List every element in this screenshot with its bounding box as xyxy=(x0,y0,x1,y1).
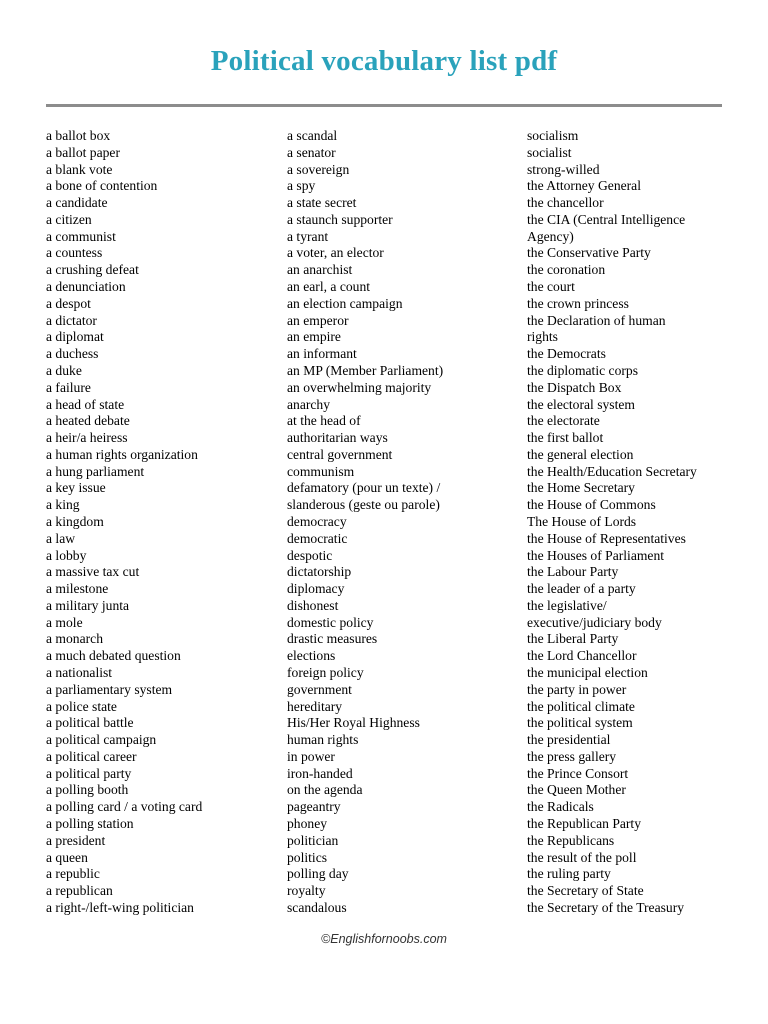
vocabulary-item: the Conservative Party xyxy=(527,245,651,261)
vocabulary-item: the CIA (Central Intelligence xyxy=(527,211,686,227)
vocabulary-item: a candidate xyxy=(46,195,108,211)
vocabulary-item: a polling station xyxy=(46,816,134,832)
vocabulary-item: a scandal xyxy=(287,128,338,143)
vocabulary-item: the first ballot xyxy=(527,430,604,446)
vocabulary-item: a nationalist xyxy=(46,665,113,680)
vocabulary-item: a key issue xyxy=(46,480,106,496)
vocabulary-item: a state secret xyxy=(287,195,357,211)
vocabulary-item: a countess xyxy=(46,245,103,261)
vocabulary-item: a much debated question xyxy=(46,648,181,664)
vocabulary-item: dishonest xyxy=(287,597,339,613)
vocabulary-item: the press gallery xyxy=(527,748,617,764)
vocabulary-item: an anarchist xyxy=(287,262,353,278)
vocabulary-item: the Republicans xyxy=(527,832,615,848)
vocabulary-item: politics xyxy=(287,849,328,865)
vocabulary-item: the party in power xyxy=(527,681,627,697)
vocabulary-item: a heated debate xyxy=(46,413,130,429)
vocabulary-item: the Queen Mother xyxy=(527,782,626,798)
vocabulary-item: the presidential xyxy=(527,732,611,748)
vocabulary-item: the electorate xyxy=(527,413,600,429)
vocabulary-item: the House of Representatives xyxy=(527,530,686,546)
vocabulary-item: a massive tax cut xyxy=(46,564,140,580)
vocabulary-item: a diplomat xyxy=(46,329,104,345)
vocabulary-item: strong-willed xyxy=(527,161,600,177)
vocabulary-item: pageantry xyxy=(287,799,341,815)
vocabulary-item: anarchy xyxy=(287,396,331,412)
vocabulary-item: the Secretary of State xyxy=(527,883,644,899)
vocabulary-item: despotic xyxy=(287,547,333,563)
vocabulary-item: foreign policy xyxy=(287,665,364,680)
vocabulary-item: central government xyxy=(287,446,393,462)
vocabulary-item: the Democrats xyxy=(527,346,606,362)
vocabulary-item: a duchess xyxy=(46,346,99,362)
vocabulary-item: The House of Lords xyxy=(527,513,637,529)
vocabulary-item: a political career xyxy=(46,748,137,764)
vocabulary-item: socialist xyxy=(527,144,572,160)
divider-line xyxy=(46,104,722,107)
vocabulary-item: a bone of contention xyxy=(46,178,158,194)
vocabulary-item: a military junta xyxy=(46,597,130,613)
vocabulary-item: the House of Commons xyxy=(527,497,656,513)
vocabulary-item: a republic xyxy=(46,866,100,882)
vocabulary-item: the Prince Consort xyxy=(527,765,629,781)
vocabulary-item: a crushing defeat xyxy=(46,262,139,278)
vocabulary-item: in power xyxy=(287,748,335,764)
vocabulary-item: His/Her Royal Highness xyxy=(287,715,420,731)
vocabulary-item: elections xyxy=(287,648,336,664)
vocabulary-item: a mole xyxy=(46,614,83,630)
vocabulary-item: a political campaign xyxy=(46,732,157,748)
vocabulary-item: the Attorney General xyxy=(527,178,641,194)
vocabulary-item: a right-/left-wing politician xyxy=(46,899,194,915)
vocabulary-item: a despot xyxy=(46,295,91,311)
vocabulary-item: the chancellor xyxy=(527,195,604,211)
vocabulary-item: the ruling party xyxy=(527,866,611,882)
vocabulary-item: an MP (Member Parliament) xyxy=(287,362,444,378)
vocabulary-item: the general election xyxy=(527,446,634,462)
vocabulary-item: at the head of xyxy=(287,413,361,429)
vocabulary-item: a human rights organization xyxy=(46,446,198,462)
vocabulary-item: a lobby xyxy=(46,547,87,563)
vocabulary-item: the electoral system xyxy=(527,396,635,412)
vocabulary-item: Agency) xyxy=(527,228,574,244)
vocabulary-item: a milestone xyxy=(46,581,109,597)
vocabulary-item: a kingdom xyxy=(46,513,104,529)
vocabulary-item: the municipal election xyxy=(527,665,648,680)
vocabulary-item: a heir/a heiress xyxy=(46,430,128,446)
vocabulary-item: the crown princess xyxy=(527,295,629,311)
vocabulary-item: a ballot box xyxy=(46,128,111,143)
vocabulary-item: the leader of a party xyxy=(527,581,636,597)
vocabulary-item: an overwhelming majority xyxy=(287,379,432,395)
vocabulary-item: a communist xyxy=(46,228,116,244)
vocabulary-item: drastic measures xyxy=(287,631,378,647)
vocabulary-item: human rights xyxy=(287,732,359,748)
vocabulary-item: slanderous (geste ou parole) xyxy=(287,497,440,513)
vocabulary-item: iron-handed xyxy=(287,765,353,781)
vocabulary-item: the Home Secretary xyxy=(527,480,635,496)
vocabulary-item: a law xyxy=(46,530,76,546)
vocabulary-column-3 xyxy=(527,128,697,917)
vocabulary-item: a staunch supporter xyxy=(287,211,393,227)
vocabulary-item: a ballot paper xyxy=(46,144,120,160)
vocabulary-item: an earl, a count xyxy=(287,279,371,295)
vocabulary-item: dictatorship xyxy=(287,564,352,580)
vocabulary-item: executive/judiciary body xyxy=(527,614,662,630)
vocabulary-item: the Declaration of human xyxy=(527,312,666,328)
vocabulary-column-2 xyxy=(287,128,443,917)
vocabulary-item: a queen xyxy=(46,849,88,865)
vocabulary-item: a political battle xyxy=(46,715,134,731)
vocabulary-item: a head of state xyxy=(46,396,125,412)
footer-credit: ©Englishfornoobs.com xyxy=(321,932,447,946)
vocabulary-item: the Dispatch Box xyxy=(527,379,622,395)
vocabulary-item: phoney xyxy=(287,816,328,832)
vocabulary-item: the Health/Education Secretary xyxy=(527,463,697,479)
vocabulary-item: democratic xyxy=(287,530,348,546)
vocabulary-item: government xyxy=(287,681,352,697)
vocabulary-item: the political climate xyxy=(527,698,635,714)
vocabulary-item: an emperor xyxy=(287,312,349,328)
vocabulary-item: diplomacy xyxy=(287,581,345,597)
vocabulary-item: the diplomatic corps xyxy=(527,362,638,378)
vocabulary-item: rights xyxy=(527,329,558,345)
vocabulary-item: a senator xyxy=(287,144,336,160)
vocabulary-item: the court xyxy=(527,279,575,295)
vocabulary-item: the result of the poll xyxy=(527,849,637,865)
vocabulary-item: a hung parliament xyxy=(46,463,145,479)
vocabulary-item: the Radicals xyxy=(527,799,594,815)
vocabulary-item: a republican xyxy=(46,883,113,899)
vocabulary-item: authoritarian ways xyxy=(287,430,388,446)
vocabulary-column-1 xyxy=(46,128,202,917)
vocabulary-item: democracy xyxy=(287,513,347,529)
vocabulary-item: a dictator xyxy=(46,312,97,328)
vocabulary-item: a voter, an elector xyxy=(287,245,384,261)
vocabulary-item: a tyrant xyxy=(287,228,329,244)
vocabulary-item: a parliamentary system xyxy=(46,681,173,697)
vocabulary-item: the Liberal Party xyxy=(527,631,619,647)
vocabulary-item: a blank vote xyxy=(46,161,113,177)
vocabulary-item: politician xyxy=(287,832,339,848)
vocabulary-item: the Republican Party xyxy=(527,816,642,832)
vocabulary-item: the Lord Chancellor xyxy=(527,648,637,664)
page-title: Political vocabulary list pdf xyxy=(210,45,558,77)
vocabulary-item: domestic policy xyxy=(287,614,374,630)
vocabulary-item: a polling booth xyxy=(46,782,129,798)
vocabulary-item: defamatory (pour un texte) / xyxy=(287,480,441,496)
vocabulary-item: a king xyxy=(46,497,80,513)
vocabulary-item: a spy xyxy=(287,178,316,194)
vocabulary-item: a president xyxy=(46,832,106,848)
vocabulary-item: socialism xyxy=(527,128,579,143)
vocabulary-item: an empire xyxy=(287,329,341,345)
vocabulary-item: a police state xyxy=(46,698,117,714)
vocabulary-item: a monarch xyxy=(46,631,103,647)
vocabulary-item: a citizen xyxy=(46,211,92,227)
vocabulary-item: the Houses of Parliament xyxy=(527,547,665,563)
vocabulary-item: a polling card / a voting card xyxy=(46,799,203,815)
vocabulary-item: the Labour Party xyxy=(527,564,619,580)
vocabulary-item: an informant xyxy=(287,346,357,362)
vocabulary-item: royalty xyxy=(287,883,326,899)
vocabulary-item: a denunciation xyxy=(46,279,126,295)
vocabulary-item: polling day xyxy=(287,866,349,882)
vocabulary-item: a political party xyxy=(46,765,132,781)
vocabulary-item: a duke xyxy=(46,362,82,378)
vocabulary-item: the legislative/ xyxy=(527,597,607,613)
vocabulary-item: communism xyxy=(287,463,355,479)
vocabulary-item: hereditary xyxy=(287,698,343,714)
vocabulary-item: scandalous xyxy=(287,899,347,915)
vocabulary-item: on the agenda xyxy=(287,782,363,798)
vocabulary-item: a failure xyxy=(46,379,91,395)
vocabulary-item: an election campaign xyxy=(287,295,403,311)
vocabulary-item: the coronation xyxy=(527,262,606,278)
vocabulary-item: the Secretary of the Treasury xyxy=(527,899,685,915)
vocabulary-item: the political system xyxy=(527,715,633,731)
vocabulary-item: a sovereign xyxy=(287,161,350,177)
